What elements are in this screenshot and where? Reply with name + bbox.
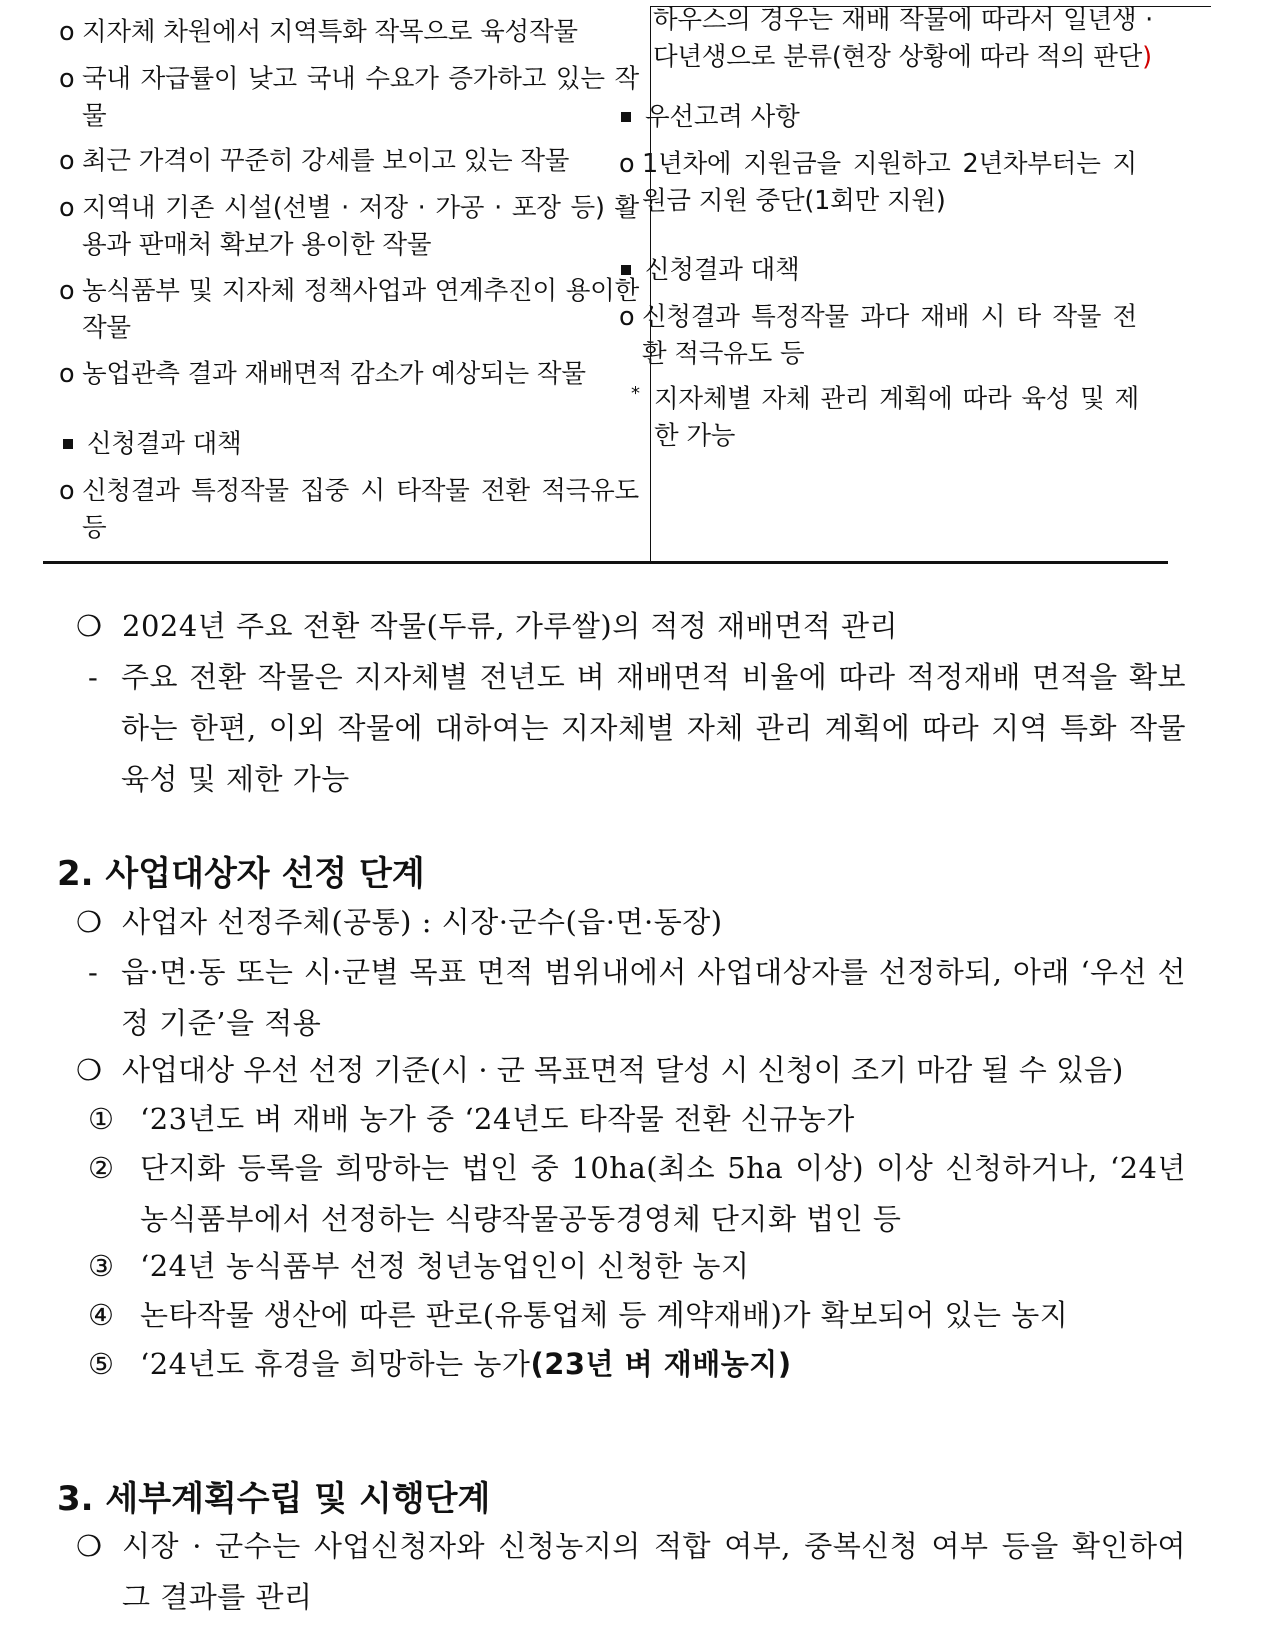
criteria-item: ③ ‘24년 농식품부 선정 청년농업인이 신청한 농지: [88, 1241, 1186, 1292]
square-bullet-icon: [621, 112, 631, 122]
selector-paragraph: ❍ 사업자 선정주체(공통) : 시장·군수(읍·면·동장): [76, 897, 1186, 948]
priority-criteria-paragraph: ❍ 사업대상 우선 선정 기준(시 · 군 목표면적 달성 시 신청이 조기 마감 될 수 있음): [76, 1045, 1186, 1096]
circle-bullet-icon: o: [59, 146, 75, 176]
list-item: o 농식품부 및 지자체 정책사업과 연계추진이 용이한 작물: [59, 273, 639, 347]
criteria-number: ②: [88, 1151, 115, 1185]
paragraph-crop-area: ❍ 2024년 주요 전환 작물(두류, 가루쌀)의 적정 재배면적 관리: [76, 601, 1186, 652]
criteria-item: ④ 논타작물 생산에 따른 판로(유통업체 등 계약재배)가 확보되어 있는 농지: [88, 1290, 1186, 1341]
asterisk-icon: *: [631, 383, 640, 404]
paragraph-crop-area-detail: - 주요 전환 작물은 지자체별 전년도 벼 재배면적 비율에 따라 적정재배 면적을 확보하는 한편, 이외 작물에 대하여는 지자체별 자체 관리 계획에 따라 지역 특화 작물 육성 및 제한 가능: [88, 652, 1186, 805]
hollow-circle-bullet-icon: ❍: [76, 905, 103, 939]
table-note: * 지자체별 자체 관리 계획에 따라 육성 및 제한 가능: [631, 381, 1139, 455]
circle-bullet-icon: o: [59, 17, 75, 47]
hollow-circle-bullet-icon: ❍: [76, 1529, 103, 1563]
circle-bullet-icon: o: [59, 64, 75, 94]
list-item: o 국내 자급률이 낮고 국내 수요가 증가하고 있는 작물: [59, 61, 639, 135]
plan-paragraph: ❍ 시장 · 군수는 사업신청자와 신청농지의 적합 여부, 중복신청 여부 등을 확인하여 그 결과를 관리: [76, 1521, 1186, 1623]
hollow-circle-bullet-icon: ❍: [76, 609, 103, 643]
dash-marker: -: [88, 955, 99, 989]
criteria-number: ⑤: [88, 1347, 115, 1381]
criteria-item: ① ‘23년도 벼 재배 농가 중 ‘24년도 타작물 전환 신규농가: [88, 1094, 1186, 1145]
list-item: o 최근 가격이 꾸준히 강세를 보이고 있는 작물: [59, 143, 639, 180]
list-item: o 지역내 기존 시설(선별 · 저장 · 가공 · 포장 등) 활용과 판매처 확보가 용이한 작물: [59, 190, 639, 264]
right-top-text: 하우스의 경우는 재배 작물에 따라서 일년생 · 다년생으로 분류(현장 상황에 따라 적의 판단): [653, 5, 1153, 72]
list-item: o 농업관측 결과 재배면적 감소가 예상되는 작물: [59, 356, 639, 393]
circle-bullet-icon: o: [59, 359, 75, 389]
left-section-heading: 신청결과 대책: [59, 426, 242, 463]
priority-heading: 우선고려 사항: [617, 99, 800, 136]
circle-bullet-icon: o: [59, 276, 75, 306]
section-title: 2. 사업대상자 선정 단계: [57, 854, 425, 894]
circle-bullet-icon: o: [59, 193, 75, 223]
criteria-item: ⑤ ‘24년도 휴경을 희망하는 농가(23년 벼 재배농지): [88, 1339, 1186, 1390]
criteria-number: ①: [88, 1102, 115, 1136]
criteria-number: ④: [88, 1298, 115, 1332]
circle-bullet-icon: o: [619, 149, 635, 179]
list-item: o 1년차에 지원금을 지원하고 2년차부터는 지원금 지원 중단(1회만 지원): [619, 146, 1137, 220]
square-bullet-icon: [63, 439, 73, 449]
list-item: o 지자체 차원에서 지역특화 작목으로 육성작물: [59, 14, 639, 51]
circle-bullet-icon: o: [59, 476, 75, 506]
section-title: 3. 세부계획수립 및 시행단계: [57, 1479, 491, 1519]
dash-marker: -: [88, 660, 99, 694]
criteria-table: [43, 0, 1168, 564]
criteria-number: ③: [88, 1249, 115, 1283]
circle-bullet-icon: o: [619, 302, 635, 332]
selector-detail: - 읍·면·동 또는 시·군별 목표 면적 범위내에서 사업대상자를 선정하되, 아래 ‘우선 선정 기준’을 적용: [88, 947, 1186, 1049]
criteria-item: ② 단지화 등록을 희망하는 법인 중 10ha(최소 5ha 이상) 이상 신청하거나, ‘24년 농식품부에서 선정하는 식량작물공동경영체 단지화 법인 등: [88, 1143, 1186, 1245]
result-heading: 신청결과 대책: [617, 252, 800, 289]
list-item: o 신청결과 특정작물 집중 시 타작물 전환 적극유도 등: [59, 473, 639, 547]
hollow-circle-bullet-icon: ❍: [76, 1053, 102, 1087]
square-bullet-icon: [621, 265, 631, 275]
list-item: o 신청결과 특정작물 과다 재배 시 타 작물 전환 적극유도 등: [619, 299, 1137, 373]
